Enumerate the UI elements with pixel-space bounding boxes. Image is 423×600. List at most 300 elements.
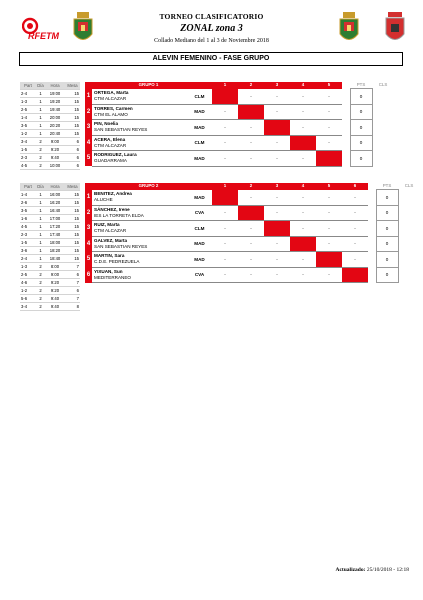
- match-day: 2: [36, 279, 45, 287]
- match-pair: 1-5: [20, 239, 36, 247]
- spacer: [342, 104, 350, 120]
- match-time: 19:20: [45, 98, 65, 106]
- match-pair: 1-3: [20, 263, 36, 271]
- match-day: 1: [36, 207, 45, 215]
- schedule-header-table: Mesa: [65, 183, 80, 191]
- match-time: 18:40: [45, 255, 65, 263]
- schedule-row: [20, 162, 80, 170]
- result-cell: -: [264, 89, 290, 105]
- match-table: 15: [65, 231, 80, 239]
- opponent-column-number: 2: [238, 82, 264, 89]
- match-pair: 3-6: [20, 247, 36, 255]
- result-cell: -: [264, 252, 290, 268]
- category-banner: ALEVIN FEMENINO - FASE GRUPO: [19, 52, 403, 66]
- match-day: 2: [36, 271, 45, 279]
- schedule-row: [20, 271, 80, 279]
- match-pair: 2-3: [20, 154, 36, 162]
- player-points: 0: [350, 151, 372, 167]
- match-day: 1: [36, 231, 45, 239]
- player-info: [92, 252, 187, 268]
- match-table: 15: [65, 130, 80, 138]
- opponent-column-number: 3: [264, 183, 290, 190]
- player-region: MAD: [187, 236, 212, 252]
- match-pair: 1-2: [20, 130, 36, 138]
- player-row: [85, 236, 420, 252]
- match-time: 9:00: [45, 138, 65, 146]
- match-day: 2: [36, 154, 45, 162]
- points-header: PTS: [376, 183, 398, 190]
- player-points: 0: [350, 89, 372, 105]
- player-club: C.D.E. PEDREZUELA: [94, 259, 140, 265]
- match-day: 2: [36, 303, 45, 311]
- match-table: 15: [65, 122, 80, 130]
- player-row: [85, 135, 394, 151]
- match-day: 2: [36, 146, 45, 154]
- municipal-shield-icon: [338, 12, 360, 46]
- match-table: 6: [65, 154, 80, 162]
- spacer: [368, 252, 376, 268]
- result-cell: -: [316, 267, 342, 283]
- spacer: [368, 236, 376, 252]
- player-info: [92, 135, 187, 151]
- self-match-cell: [316, 151, 342, 167]
- result-cell: -: [238, 190, 264, 206]
- player-info: [92, 120, 187, 136]
- classification-header: CLS: [372, 82, 394, 89]
- result-cell: -: [238, 89, 264, 105]
- player-points: 0: [376, 205, 398, 221]
- classification-header: CLS: [398, 183, 420, 190]
- result-cell: -: [212, 252, 238, 268]
- schedule-header-row: [20, 183, 80, 191]
- match-time: 16:20: [45, 199, 65, 207]
- match-day: 2: [36, 138, 45, 146]
- result-cell: -: [316, 236, 342, 252]
- player-club: SAN SEBASTIAN REYES: [94, 243, 148, 249]
- match-table: 7: [65, 295, 80, 303]
- player-name: SÁNCHEZ, Irene: [94, 206, 130, 212]
- match-day: 1: [36, 215, 45, 223]
- match-pair: 2-6: [20, 199, 36, 207]
- match-table: 15: [65, 223, 80, 231]
- result-cell: -: [290, 221, 316, 237]
- result-cell: -: [264, 205, 290, 221]
- player-points: 0: [376, 190, 398, 206]
- match-pair: 4-5: [20, 162, 36, 170]
- result-cell: -: [238, 267, 264, 283]
- player-name: GALVEZ, Marta: [94, 237, 128, 243]
- result-cell: -: [290, 104, 316, 120]
- player-seed: 2: [85, 104, 92, 120]
- result-cell: -: [342, 190, 368, 206]
- match-time: 17:20: [45, 223, 65, 231]
- match-table: 7: [65, 279, 80, 287]
- opponent-column-number: 3: [264, 82, 290, 89]
- player-row: [85, 267, 420, 283]
- schedule-row: [20, 138, 80, 146]
- group1-table: [85, 82, 394, 167]
- match-day: 2: [36, 287, 45, 295]
- schedule-header-part: Part: [20, 82, 36, 90]
- result-cell: -: [264, 135, 290, 151]
- player-name: RODRIGUEZ, Laura: [94, 152, 137, 158]
- match-table: 6: [65, 138, 80, 146]
- player-club: ALUCHE: [94, 197, 113, 202]
- match-pair: 2-5: [20, 106, 36, 114]
- result-cell: -: [316, 104, 342, 120]
- player-region: MAD: [187, 104, 212, 120]
- match-pair: 3-4: [20, 303, 36, 311]
- player-points: 0: [376, 267, 398, 283]
- spacer: [342, 135, 350, 151]
- result-cell: -: [316, 120, 342, 136]
- match-time: 18:00: [45, 239, 65, 247]
- player-info: [92, 221, 187, 237]
- result-cell: -: [342, 236, 368, 252]
- group2-schedule-table: [20, 183, 80, 311]
- match-pair: 3-5: [20, 207, 36, 215]
- match-time: 20:40: [45, 130, 65, 138]
- self-match-cell: [212, 190, 238, 206]
- player-row: [85, 205, 420, 221]
- match-time: 19:00: [45, 90, 65, 98]
- match-pair: 4-6: [20, 279, 36, 287]
- player-info: [92, 236, 187, 252]
- match-table: 15: [65, 114, 80, 122]
- match-time: 20:00: [45, 114, 65, 122]
- match-time: 9:20: [45, 287, 65, 295]
- match-time: 17:00: [45, 215, 65, 223]
- player-row: [85, 120, 394, 136]
- match-table: 15: [65, 207, 80, 215]
- player-region: CLM: [187, 89, 212, 105]
- match-time: 18:20: [45, 247, 65, 255]
- match-time: 8:00: [45, 263, 65, 271]
- match-time: 9:20: [45, 279, 65, 287]
- player-points: 0: [350, 120, 372, 136]
- player-club: SAN SEBASTIAN REYES: [94, 127, 148, 133]
- player-info: [92, 205, 187, 221]
- result-cell: -: [316, 89, 342, 105]
- result-cell: -: [212, 221, 238, 237]
- player-info: [92, 267, 187, 283]
- result-cell: -: [342, 205, 368, 221]
- player-region: MAD: [187, 190, 212, 206]
- player-classification: [372, 120, 394, 136]
- result-cell: -: [212, 267, 238, 283]
- player-points: 0: [350, 135, 372, 151]
- schedule-row: [20, 215, 80, 223]
- result-cell: -: [212, 104, 238, 120]
- match-day: 2: [36, 295, 45, 303]
- player-club: GUADARRAMA: [94, 158, 127, 164]
- match-day: 1: [36, 122, 45, 130]
- result-cell: -: [264, 104, 290, 120]
- match-table: 6: [65, 271, 80, 279]
- player-region: CLM: [187, 221, 212, 237]
- player-points: 0: [376, 236, 398, 252]
- self-match-cell: [264, 221, 290, 237]
- match-time: 9:40: [45, 303, 65, 311]
- schedule-row: [20, 146, 80, 154]
- self-match-cell: [238, 205, 264, 221]
- match-time: 10:00: [45, 162, 65, 170]
- schedule-row: [20, 106, 80, 114]
- player-classification: [372, 135, 394, 151]
- match-pair: 1-3: [20, 98, 36, 106]
- schedule-row: [20, 255, 80, 263]
- player-club: CTM ALCAZAR: [94, 96, 127, 101]
- player-row: [85, 151, 394, 167]
- result-cell: -: [290, 151, 316, 167]
- match-day: 1: [36, 98, 45, 106]
- match-day: 1: [36, 223, 45, 231]
- spacer: [368, 205, 376, 221]
- result-cell: -: [290, 89, 316, 105]
- result-cell: -: [212, 236, 238, 252]
- opponent-column-number: 1: [212, 82, 238, 89]
- schedule-row: [20, 191, 80, 199]
- schedule-header-time: Hora: [45, 183, 65, 191]
- spacer: [342, 89, 350, 105]
- player-name: TORRES, Carmen: [94, 105, 133, 111]
- last-updated: [336, 567, 410, 573]
- spacer: [368, 267, 376, 283]
- last-updated-label: Actualizado:: [335, 567, 366, 573]
- result-cell: -: [238, 135, 264, 151]
- match-day: 1: [36, 247, 45, 255]
- result-cell: -: [212, 205, 238, 221]
- player-name: YIXUAN, Sun: [94, 268, 123, 274]
- self-match-cell: [290, 236, 316, 252]
- match-pair: 1-4: [20, 114, 36, 122]
- player-name: BENITEZ, Andrea: [94, 191, 132, 196]
- result-cell: -: [290, 267, 316, 283]
- match-pair: 2-4: [20, 90, 36, 98]
- zone-subtitle: ZONAL zona 3: [180, 23, 243, 34]
- schedule-row: [20, 239, 80, 247]
- schedule-row: [20, 295, 80, 303]
- result-cell: -: [290, 205, 316, 221]
- schedule-row: [20, 154, 80, 162]
- result-cell: -: [264, 236, 290, 252]
- player-row: [85, 252, 420, 268]
- player-seed: 5: [85, 151, 92, 167]
- player-name: ORTEGA, Marta: [94, 90, 129, 95]
- group1-schedule-table: [20, 82, 80, 170]
- schedule-row: [20, 231, 80, 239]
- group-name: GRUPO 2: [85, 183, 212, 190]
- match-time: 9:00: [45, 271, 65, 279]
- match-pair: 3-4: [20, 138, 36, 146]
- player-region: CLM: [187, 135, 212, 151]
- last-updated-value: 25/10/2018 - 12:18: [366, 567, 409, 573]
- match-pair: 5-6: [20, 295, 36, 303]
- schedule-row: [20, 287, 80, 295]
- match-day: 2: [36, 263, 45, 271]
- spacer: [368, 190, 376, 206]
- spacer: [342, 120, 350, 136]
- player-points: 0: [376, 221, 398, 237]
- match-pair: 2-5: [20, 271, 36, 279]
- match-pair: 3-5: [20, 122, 36, 130]
- player-seed: 3: [85, 221, 92, 237]
- self-match-cell: [238, 104, 264, 120]
- match-day: 1: [36, 199, 45, 207]
- result-cell: -: [290, 190, 316, 206]
- player-club: CTM EL ALAMO: [94, 111, 128, 117]
- match-table: 6: [65, 162, 80, 170]
- result-cell: -: [238, 120, 264, 136]
- schedule-row: [20, 263, 80, 271]
- result-cell: -: [290, 252, 316, 268]
- match-pair: 4-5: [20, 223, 36, 231]
- match-table: 15: [65, 191, 80, 199]
- player-name: ACERA, Elena: [94, 136, 126, 142]
- match-time: 17:40: [45, 231, 65, 239]
- community-shield-icon: [384, 12, 406, 46]
- result-cell: -: [264, 151, 290, 167]
- match-table: 15: [65, 199, 80, 207]
- match-table: 15: [65, 90, 80, 98]
- match-table: 15: [65, 255, 80, 263]
- match-table: 6: [65, 146, 80, 154]
- player-region: MAD: [187, 252, 212, 268]
- match-time: 16:00: [45, 191, 65, 199]
- player-club: MEDITERRANEO: [94, 274, 132, 280]
- player-seed: 4: [85, 236, 92, 252]
- schedule-row: [20, 207, 80, 215]
- match-time: 19:40: [45, 106, 65, 114]
- player-region: CVA: [187, 205, 212, 221]
- result-cell: -: [212, 135, 238, 151]
- self-match-cell: [212, 89, 238, 105]
- match-pair: 2-4: [20, 255, 36, 263]
- group2-table: [85, 183, 420, 283]
- match-pair: 1-4: [20, 191, 36, 199]
- schedule-row: [20, 279, 80, 287]
- match-day: 1: [36, 130, 45, 138]
- match-pair: 1-6: [20, 215, 36, 223]
- player-name: MARTIN, Sara: [94, 253, 125, 259]
- player-region: MAD: [187, 120, 212, 136]
- player-seed: 6: [85, 267, 92, 283]
- match-table: 15: [65, 239, 80, 247]
- match-day: 1: [36, 255, 45, 263]
- result-cell: -: [238, 221, 264, 237]
- match-table: 15: [65, 106, 80, 114]
- player-classification: [398, 205, 420, 221]
- result-cell: -: [316, 221, 342, 237]
- opponent-column-number: 2: [238, 183, 264, 190]
- result-cell: -: [316, 205, 342, 221]
- player-points: 0: [376, 252, 398, 268]
- player-seed: 1: [85, 190, 92, 206]
- match-day: 1: [36, 90, 45, 98]
- schedule-row: [20, 303, 80, 311]
- match-pair: 2-3: [20, 231, 36, 239]
- schedule-row: [20, 223, 80, 231]
- player-row: [85, 190, 420, 206]
- player-classification: [372, 104, 394, 120]
- schedule-header-row: [20, 82, 80, 90]
- player-region: MAD: [187, 151, 212, 167]
- player-classification: [398, 221, 420, 237]
- svg-text:RFETM: RFETM: [28, 31, 59, 41]
- player-info: [92, 151, 187, 167]
- match-day: 1: [36, 239, 45, 247]
- match-time: 9:40: [45, 154, 65, 162]
- schedule-header-day: Día: [37, 83, 44, 89]
- match-table: 15: [65, 215, 80, 223]
- schedule-row: [20, 98, 80, 106]
- opponent-column-number: 1: [212, 183, 238, 190]
- match-table: 8: [65, 303, 80, 311]
- result-cell: -: [342, 221, 368, 237]
- match-table: 15: [65, 247, 80, 255]
- opponent-column-number: 4: [290, 183, 316, 190]
- result-cell: -: [290, 120, 316, 136]
- match-day: 1: [36, 191, 45, 199]
- tournament-title: TORNEO CLASIFICATORIO: [159, 12, 264, 21]
- result-cell: -: [316, 190, 342, 206]
- schedule-header-day: Día: [37, 184, 44, 190]
- match-table: 6: [65, 287, 80, 295]
- spacer: [342, 151, 350, 167]
- result-cell: -: [212, 120, 238, 136]
- player-info: [92, 190, 187, 206]
- player-name: RUIZ, Marta: [94, 222, 120, 228]
- player-seed: 2: [85, 205, 92, 221]
- player-seed: 3: [85, 120, 92, 136]
- self-match-cell: [342, 267, 368, 283]
- player-classification: [398, 236, 420, 252]
- match-time: 9:40: [45, 295, 65, 303]
- schedule-row: [20, 122, 80, 130]
- self-match-cell: [316, 252, 342, 268]
- player-classification: [398, 190, 420, 206]
- player-classification: [372, 151, 394, 167]
- schedule-row: [20, 90, 80, 98]
- player-club: CTM ALCAZAR: [94, 228, 127, 234]
- opponent-column-number: 5: [316, 183, 342, 190]
- player-seed: 4: [85, 135, 92, 151]
- opponent-column-number: 6: [342, 183, 368, 190]
- player-row: [85, 104, 394, 120]
- opponent-column-number: 4: [290, 82, 316, 89]
- schedule-row: [20, 199, 80, 207]
- player-row: [85, 221, 420, 237]
- spacer: [368, 221, 376, 237]
- match-table: 15: [65, 98, 80, 106]
- result-cell: -: [264, 267, 290, 283]
- player-seed: 5: [85, 252, 92, 268]
- match-day: 1: [36, 106, 45, 114]
- schedule-row: [20, 130, 80, 138]
- result-cell: -: [264, 190, 290, 206]
- result-cell: -: [238, 151, 264, 167]
- player-info: [92, 104, 187, 120]
- result-cell: -: [342, 252, 368, 268]
- player-points: 0: [350, 104, 372, 120]
- match-time: 16:40: [45, 207, 65, 215]
- match-pair: 1-2: [20, 287, 36, 295]
- result-cell: -: [238, 252, 264, 268]
- player-classification: [398, 252, 420, 268]
- points-header: PTS: [350, 82, 372, 89]
- match-pair: 1-5: [20, 146, 36, 154]
- result-cell: -: [238, 236, 264, 252]
